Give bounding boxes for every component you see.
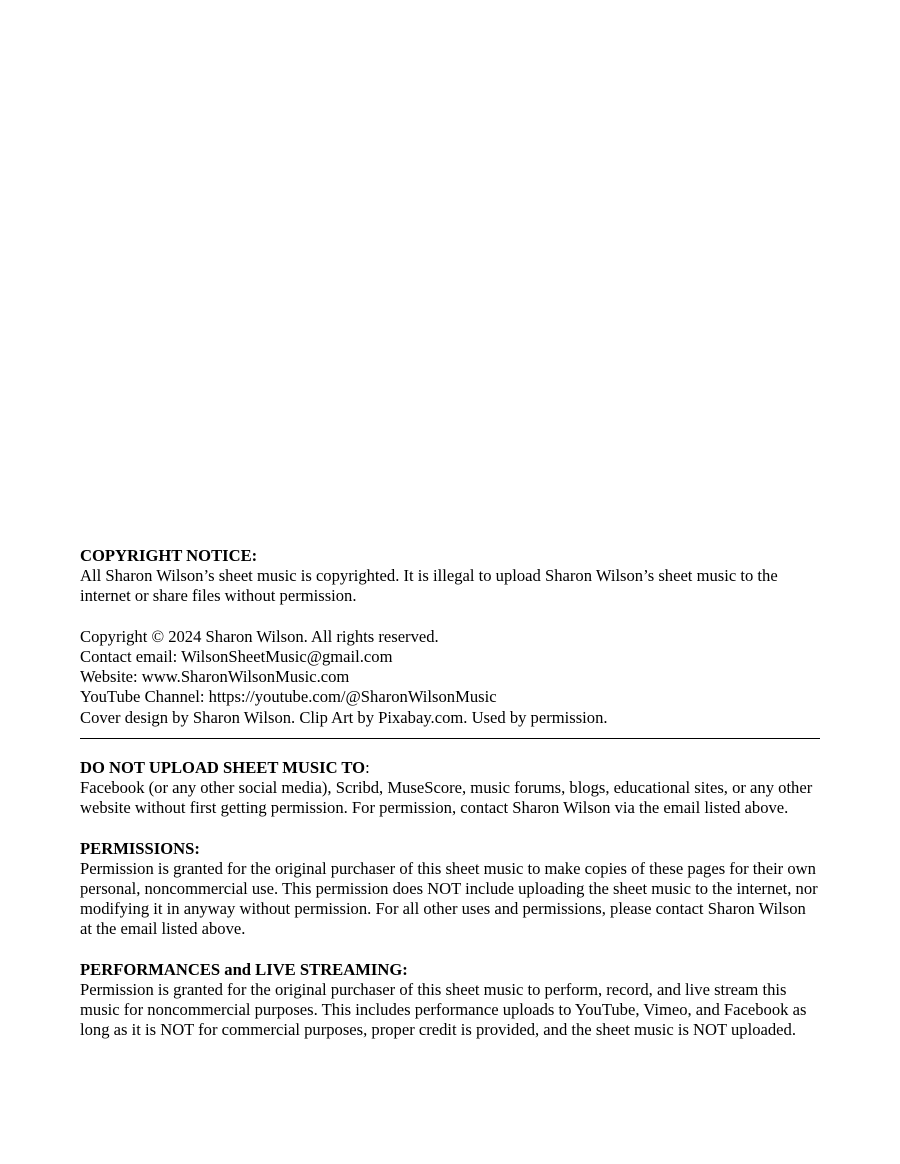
copyright-text: All Sharon Wilson’s sheet music is copyrighted. It is illegal to upload Sharon Wilson’s sheet music to the internet or share files without permission. (80, 566, 778, 606)
performances-text: Permission is granted for the original purchaser of this sheet music to perform, record, and live stream this music for noncommercial purposes. This includes performance uploads to YouTube, Vimeo, and Facebook as long as it is NOT for commercial purposes, proper credit is provided, and the sheet music is NOT uploaded. (80, 980, 807, 1040)
permissions-heading: PERMISSIONS: (80, 838, 200, 858)
cover-credit-line: Cover design by Sharon Wilson. Clip Art by Pixabay.com. Used by permission. (80, 707, 608, 727)
performances-heading: PERFORMANCES and LIVE STREAMING: (80, 959, 408, 979)
copyright-line: Copyright © 2024 Sharon Wilson. All rights reserved. (80, 626, 439, 646)
info-section (80, 627, 820, 728)
website-line: Website: www.SharonWilsonMusic.com (80, 667, 350, 687)
contact-email: Contact email: WilsonSheetMusic@gmail.com (80, 647, 393, 666)
performances-section (80, 960, 820, 1041)
notice-content (80, 546, 820, 1041)
section-divider (80, 738, 820, 739)
copyright-heading: COPYRIGHT NOTICE: (80, 546, 258, 565)
do-not-upload-heading-row (80, 758, 820, 778)
do-not-upload-heading: DO NOT UPLOAD SHEET MUSIC TO (80, 757, 366, 777)
permissions-text: Permission is granted for the original purchaser of this sheet music to make copies of these pages for their own personal, noncommercial use. This permission does NOT include uploading the sheet music to the internet, nor modifying it in anyway without permission. For all other uses and permissions, please contact Sharon Wilson at the email listed above. (80, 858, 818, 939)
do-not-upload-text: Facebook (or any other social media), Scribd, MuseScore, music forums, blogs, educational sites, or any other website without first getting permission. For permission, contact Sharon Wilson via the email listed above. (80, 778, 813, 818)
youtube-channel-line: YouTube Channel: https://youtube.com/@SharonWilsonMusic (80, 687, 497, 707)
permissions-section (80, 839, 820, 940)
copyright-section (80, 546, 820, 607)
do-not-upload-colon: : (365, 757, 370, 777)
do-not-upload-section (80, 758, 820, 819)
